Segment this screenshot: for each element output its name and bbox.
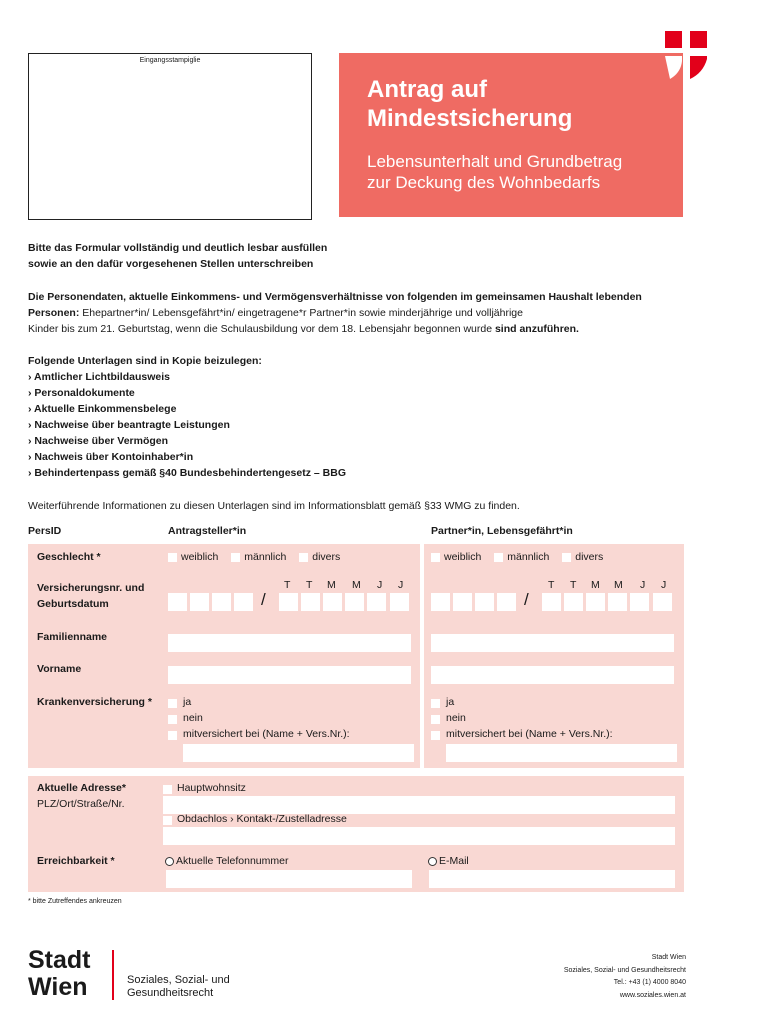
address-sublabel: PLZ/Ort/Straße/Nr. (37, 798, 125, 810)
surname-label: Familienname (37, 631, 108, 643)
main-residence-input[interactable] (163, 796, 675, 814)
info-text: Weiterführende Informationen zu diesen Unterlagen sind im Informationsblatt gemäß §33 WMG zu finden. (28, 500, 520, 512)
insurance-digit-input[interactable] (453, 593, 472, 611)
birthdate-digit-input[interactable] (542, 593, 561, 611)
insurance-nr-label: Versicherungsnr. und (37, 582, 145, 594)
date-letter: M (591, 579, 600, 591)
checkbox-male[interactable] (231, 553, 240, 562)
radio-phone[interactable] (165, 857, 174, 866)
phone-input[interactable] (166, 870, 412, 888)
birthdate-digit-input[interactable] (301, 593, 320, 611)
option-label: mitversichert bei (Name + Vers.Nr.): (446, 728, 613, 740)
checkbox-health-coinsured[interactable] (168, 731, 177, 740)
coinsured-input-partner[interactable] (446, 744, 677, 762)
date-letter: T (570, 579, 577, 591)
birthdate-digit-input[interactable] (345, 593, 364, 611)
stamp-box (28, 53, 312, 220)
firstname-input-partner[interactable] (431, 666, 674, 684)
firstname-input-applicant[interactable] (168, 666, 411, 684)
date-letter: T (548, 579, 555, 591)
date-separator: / (524, 590, 529, 609)
logo-divider (112, 950, 114, 1000)
date-letter: J (640, 579, 646, 591)
checkbox-female[interactable] (168, 553, 177, 562)
date-separator: / (261, 590, 266, 609)
checkbox-health-coinsured[interactable] (431, 731, 440, 740)
option-label: Hauptwohnsitz (177, 782, 246, 794)
surname-input-partner[interactable] (431, 634, 674, 652)
birthdate-digit-input[interactable] (323, 593, 342, 611)
option-label: E-Mail (439, 855, 469, 867)
insurance-digit-input[interactable] (212, 593, 231, 611)
birthdate-digit-input[interactable] (653, 593, 672, 611)
checkbox-diverse[interactable] (562, 553, 571, 562)
checkbox-diverse[interactable] (299, 553, 308, 562)
list-item: › Personaldokumente (28, 387, 135, 399)
checkbox-health-yes[interactable] (431, 699, 440, 708)
birthdate-digit-input[interactable] (608, 593, 627, 611)
birthdate-digit-input[interactable] (564, 593, 583, 611)
title-box (339, 53, 683, 217)
birthdate-digit-input[interactable] (367, 593, 386, 611)
list-item: › Nachweise über beantragte Leistungen (28, 419, 230, 431)
insurance-digit-input[interactable] (431, 593, 450, 611)
email-input[interactable] (429, 870, 675, 888)
persons-line-2: Personen: Ehepartner*in/ Lebensgefährt*in/ eingetragene*r Partner*in sowie minderjährige und volljährige (28, 307, 523, 319)
checkbox-health-no[interactable] (168, 715, 177, 724)
coinsured-input-applicant[interactable] (183, 744, 414, 762)
birthdate-digit-input[interactable] (586, 593, 605, 611)
option-label: ja (183, 696, 192, 708)
option-label: nein (183, 712, 203, 724)
birthdate-digit-input[interactable] (279, 593, 298, 611)
option-label: ja (446, 696, 455, 708)
address-label: Aktuelle Adresse* (37, 782, 126, 794)
health-insurance-label: Krankenversicherung * (37, 696, 152, 708)
gender-options-partner: weiblich männlich divers (431, 551, 603, 563)
insurance-digit-input[interactable] (475, 593, 494, 611)
stamp-label: Eingangsstampiglie (139, 57, 201, 64)
persons-line-1: Die Personendaten, aktuelle Einkommens- und Vermögensverhältnisse von folgenden im gemeinsamen Haushalt lebenden (28, 291, 642, 303)
list-item: › Aktuelle Einkommensbelege (28, 403, 177, 415)
gender-options-applicant: weiblich männlich divers (168, 551, 340, 563)
list-item: › Amtlicher Lichtbildausweis (28, 371, 170, 383)
birthdate-digit-input[interactable] (630, 593, 649, 611)
option-label: mitversichert bei (Name + Vers.Nr.): (183, 728, 350, 740)
department-name: Soziales, Sozial- und Gesundheitsrecht (127, 974, 230, 999)
birthdate-digit-input[interactable] (390, 593, 409, 611)
col-applicant: Antragsteller*in (168, 525, 247, 537)
date-letter: J (398, 579, 404, 591)
persons-line-3: Kinder bis zum 21. Geburtstag, wenn die Schulausbildung vor dem 18. Lebensjahr begonnen wurde sind anzuführen. (28, 323, 579, 335)
date-letter: M (614, 579, 623, 591)
checkbox-female[interactable] (431, 553, 440, 562)
insurance-digit-input[interactable] (234, 593, 253, 611)
col-partner: Partner*in, Lebensgefährt*in (431, 525, 573, 537)
insurance-digit-input[interactable] (190, 593, 209, 611)
date-letter: T (306, 579, 313, 591)
stadt-wien-logo: Stadt Wien (28, 946, 91, 1001)
option-label: nein (446, 712, 466, 724)
docs-list (28, 369, 346, 481)
option-label: Obdachlos › Kontakt-/Zustelladresse (177, 813, 347, 825)
docs-heading: Folgende Unterlagen sind in Kopie beizulegen: (28, 355, 262, 367)
col-persid: PersID (28, 525, 62, 537)
date-letter: J (377, 579, 383, 591)
gender-label: Geschlecht * (37, 551, 101, 563)
firstname-label: Vorname (37, 663, 82, 675)
page-title: Antrag auf Mindestsicherung (367, 76, 573, 132)
birthdate-label: Geburtsdatum (37, 598, 109, 610)
checkbox-health-no[interactable] (431, 715, 440, 724)
date-letter: M (327, 579, 336, 591)
option-label: Aktuelle Telefonnummer (176, 855, 289, 867)
instruction-line-2: sowie an den dafür vorgesehenen Stellen unterschreiben (28, 258, 314, 270)
checkbox-homeless[interactable] (163, 816, 172, 825)
surname-input-applicant[interactable] (168, 634, 411, 652)
list-item: › Behindertenpass gemäß §40 Bundesbehindertengesetz – BBG (28, 467, 346, 479)
insurance-digit-input[interactable] (168, 593, 187, 611)
checkbox-main-residence[interactable] (163, 785, 172, 794)
date-letter: T (284, 579, 291, 591)
date-letter: J (661, 579, 667, 591)
reachability-label: Erreichbarkeit * (37, 855, 115, 867)
list-item: › Nachweise über Vermögen (28, 435, 169, 447)
contact-address-input[interactable] (163, 827, 675, 845)
date-letter: M (352, 579, 361, 591)
instruction-line-1: Bitte das Formular vollständig und deutlich lesbar ausfüllen (28, 242, 328, 254)
vienna-flag-icon (665, 31, 707, 79)
radio-email[interactable] (428, 857, 437, 866)
page-subtitle: Lebensunterhalt und Grundbetrag zur Deckung des Wohnbedarfs (367, 152, 623, 192)
insurance-digit-input[interactable] (497, 593, 516, 611)
contact-info: Stadt Wien Soziales, Sozial- und Gesundheitsrecht Tel.: +43 (1) 4000 8040 www.soziales.wien.at (563, 954, 686, 999)
checkbox-male[interactable] (494, 553, 503, 562)
checkbox-health-yes[interactable] (168, 699, 177, 708)
footnote: * bitte Zutreffendes ankreuzen (28, 898, 122, 905)
list-item: › Nachweis über Kontoinhaber*in (28, 451, 194, 463)
